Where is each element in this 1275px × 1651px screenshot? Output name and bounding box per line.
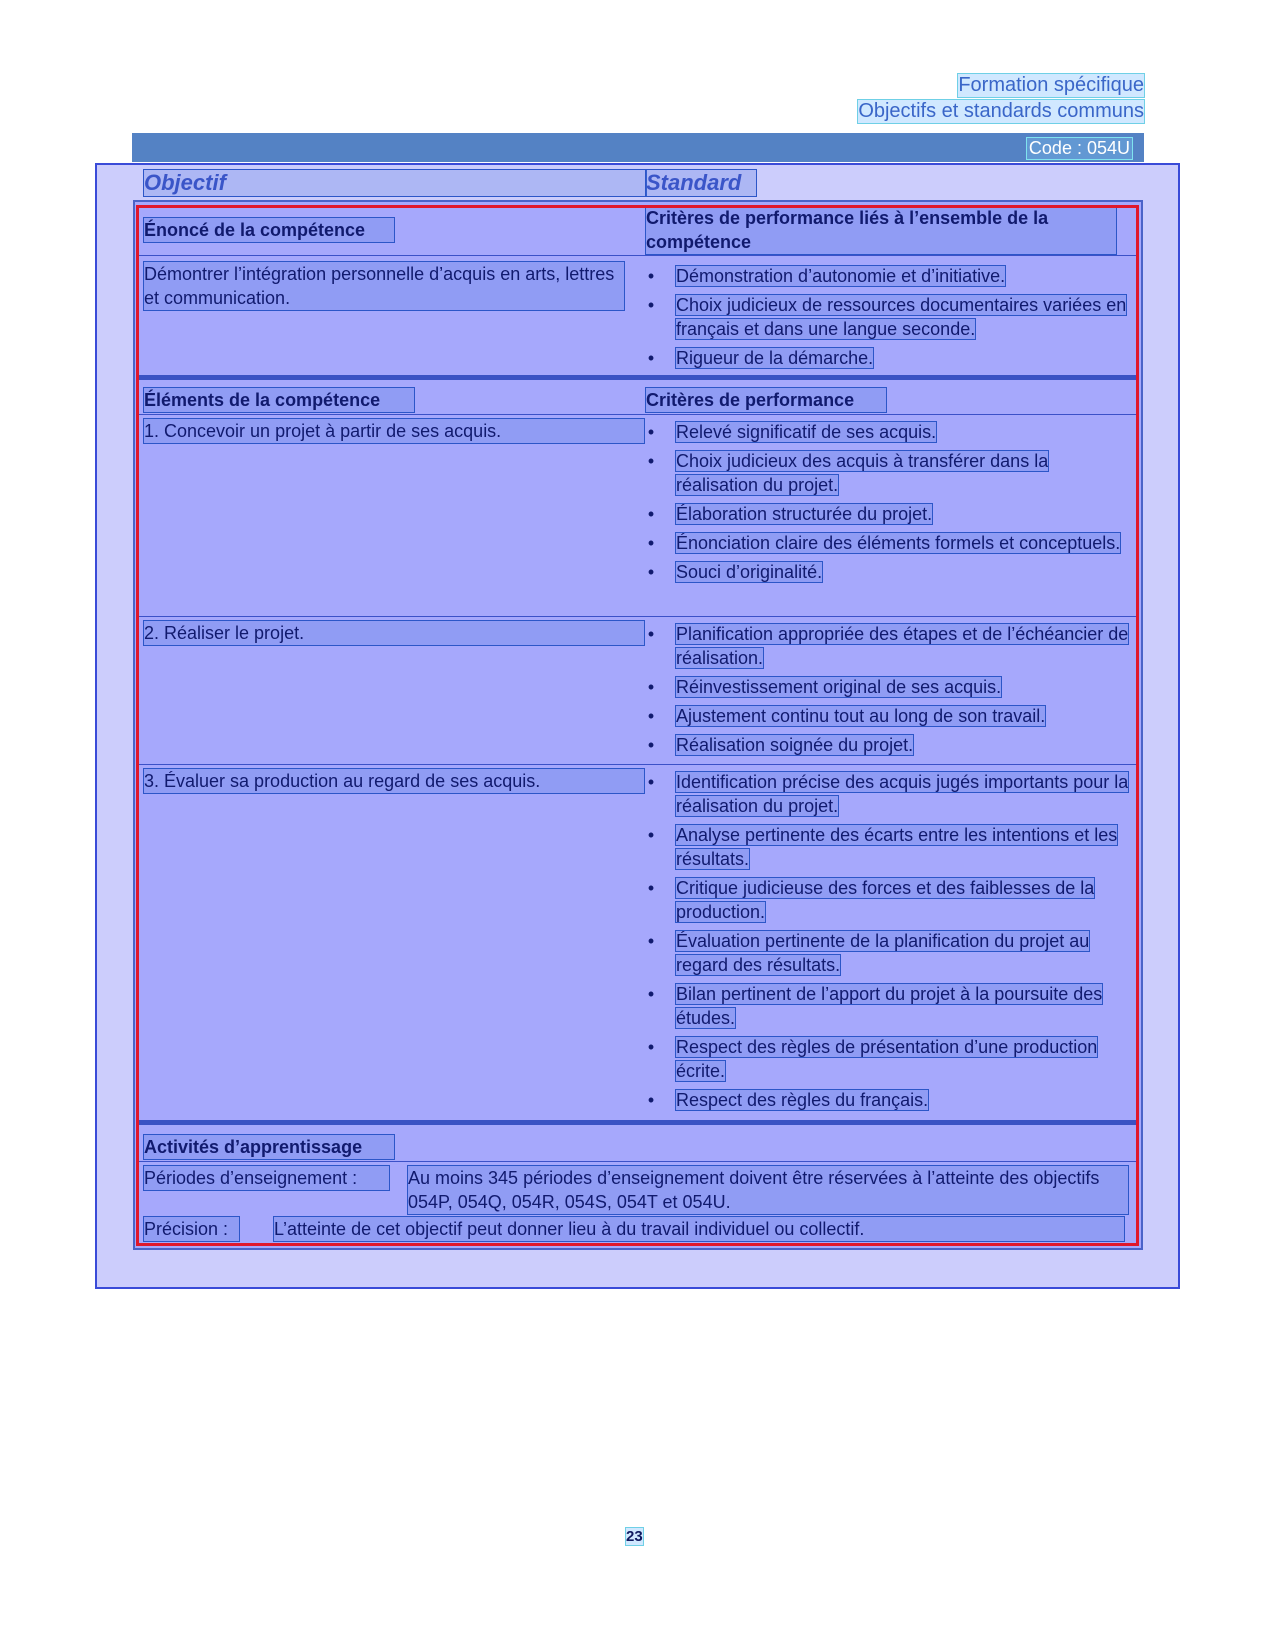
list-item: • Démonstration d’autonomie et d’initiative. bbox=[647, 266, 1006, 286]
bullet-icon: • bbox=[647, 624, 655, 644]
bullet-icon: • bbox=[647, 451, 655, 471]
list-item: • Énonciation claire des éléments formels et conceptuels. bbox=[647, 533, 1121, 553]
bullet-icon: • bbox=[647, 677, 655, 697]
list-item: • Choix judicieux de ressources documentaires variées en français et dans une langue seconde. bbox=[647, 295, 1127, 339]
list-item: • Planification appropriée des étapes et de l’échéancier de réalisation. bbox=[647, 624, 1129, 668]
header-section-title: Objectifs et standards communs bbox=[858, 100, 1144, 122]
element-2-criteria bbox=[646, 622, 1131, 762]
bullet-icon: • bbox=[647, 562, 655, 582]
list-item: • Respect des règles du français. bbox=[647, 1090, 929, 1110]
list-item: • Identification précise des acquis jugés importants pour la réalisation du projet. bbox=[647, 772, 1129, 816]
precision-label: Précision : bbox=[144, 1217, 239, 1241]
periodes-text: Au moins 345 périodes d’enseignement doivent être réservées à l’atteinte des objectifs 054P, 054Q, 054R, 054S, 054T et 054U. bbox=[408, 1166, 1128, 1214]
bullet-icon: • bbox=[647, 1090, 655, 1110]
list-item: • Analyse pertinente des écarts entre les intentions et les résultats. bbox=[647, 825, 1118, 869]
bullet-icon: • bbox=[647, 825, 655, 845]
elements-criteria-heading: Critères de performance bbox=[646, 388, 886, 412]
enonce-criteria-heading: Critères de performance liés à l’ensemble de la compétence bbox=[646, 206, 1116, 254]
activites-heading: Activités d’apprentissage bbox=[144, 1135, 394, 1159]
bullet-icon: • bbox=[647, 533, 655, 553]
bullet-icon: • bbox=[647, 348, 655, 368]
bullet-icon: • bbox=[647, 295, 655, 315]
element-1-criteria bbox=[646, 420, 1131, 589]
list-item: • Respect des règles de présentation d’une production écrite. bbox=[647, 1037, 1098, 1081]
element-3-label: 3. Évaluer sa production au regard de ses acquis. bbox=[144, 769, 644, 793]
list-item: • Réinvestissement original de ses acquis. bbox=[647, 677, 1002, 697]
list-item: • Souci d’originalité. bbox=[647, 562, 823, 582]
elements-heading: Éléments de la compétence bbox=[144, 388, 414, 412]
column-heading-standard: Standard bbox=[646, 170, 756, 196]
list-item: • Ajustement continu tout au long de son travail. bbox=[647, 706, 1046, 726]
bullet-icon: • bbox=[647, 504, 655, 524]
page-number: 23 bbox=[626, 1528, 643, 1545]
list-item: • Bilan pertinent de l’apport du projet à la poursuite des études. bbox=[647, 984, 1103, 1028]
header-program-title: Formation spécifique bbox=[958, 74, 1144, 96]
element-1-label: 1. Concevoir un projet à partir de ses acquis. bbox=[144, 419, 644, 443]
enonce-heading: Énoncé de la compétence bbox=[144, 218, 394, 242]
list-item: • Réalisation soignée du projet. bbox=[647, 735, 914, 755]
enonce-criteria-list bbox=[646, 264, 1131, 375]
element-2-label: 2. Réaliser le projet. bbox=[144, 621, 644, 645]
list-item: • Rigueur de la démarche. bbox=[647, 348, 874, 368]
list-item: • Relevé significatif de ses acquis. bbox=[647, 422, 937, 442]
bullet-icon: • bbox=[647, 1037, 655, 1057]
element-3-criteria bbox=[646, 770, 1131, 1117]
code-bar bbox=[132, 133, 1144, 162]
bullet-icon: • bbox=[647, 772, 655, 792]
list-item: • Évaluation pertinente de la planification du projet au regard des résultats. bbox=[647, 931, 1090, 975]
objective-code: Code : 054U bbox=[1028, 138, 1130, 158]
enonce-text: Démontrer l’intégration personnelle d’acquis en arts, lettres et communication. bbox=[144, 262, 624, 310]
precision-text: L’atteinte de cet objectif peut donner lieu à du travail individuel ou collectif. bbox=[274, 1217, 1124, 1241]
list-item: • Critique judicieuse des forces et des faiblesses de la production. bbox=[647, 878, 1095, 922]
periodes-label: Périodes d’enseignement : bbox=[144, 1166, 389, 1190]
bullet-icon: • bbox=[647, 266, 655, 286]
bullet-icon: • bbox=[647, 735, 655, 755]
bullet-icon: • bbox=[647, 931, 655, 951]
bullet-icon: • bbox=[647, 984, 655, 1004]
bullet-icon: • bbox=[647, 878, 655, 898]
column-heading-objectif: Objectif bbox=[144, 170, 646, 196]
list-item: • Élaboration structurée du projet. bbox=[647, 504, 933, 524]
bullet-icon: • bbox=[647, 706, 655, 726]
list-item: • Choix judicieux des acquis à transférer dans la réalisation du projet. bbox=[647, 451, 1049, 495]
bullet-icon: • bbox=[647, 422, 655, 442]
